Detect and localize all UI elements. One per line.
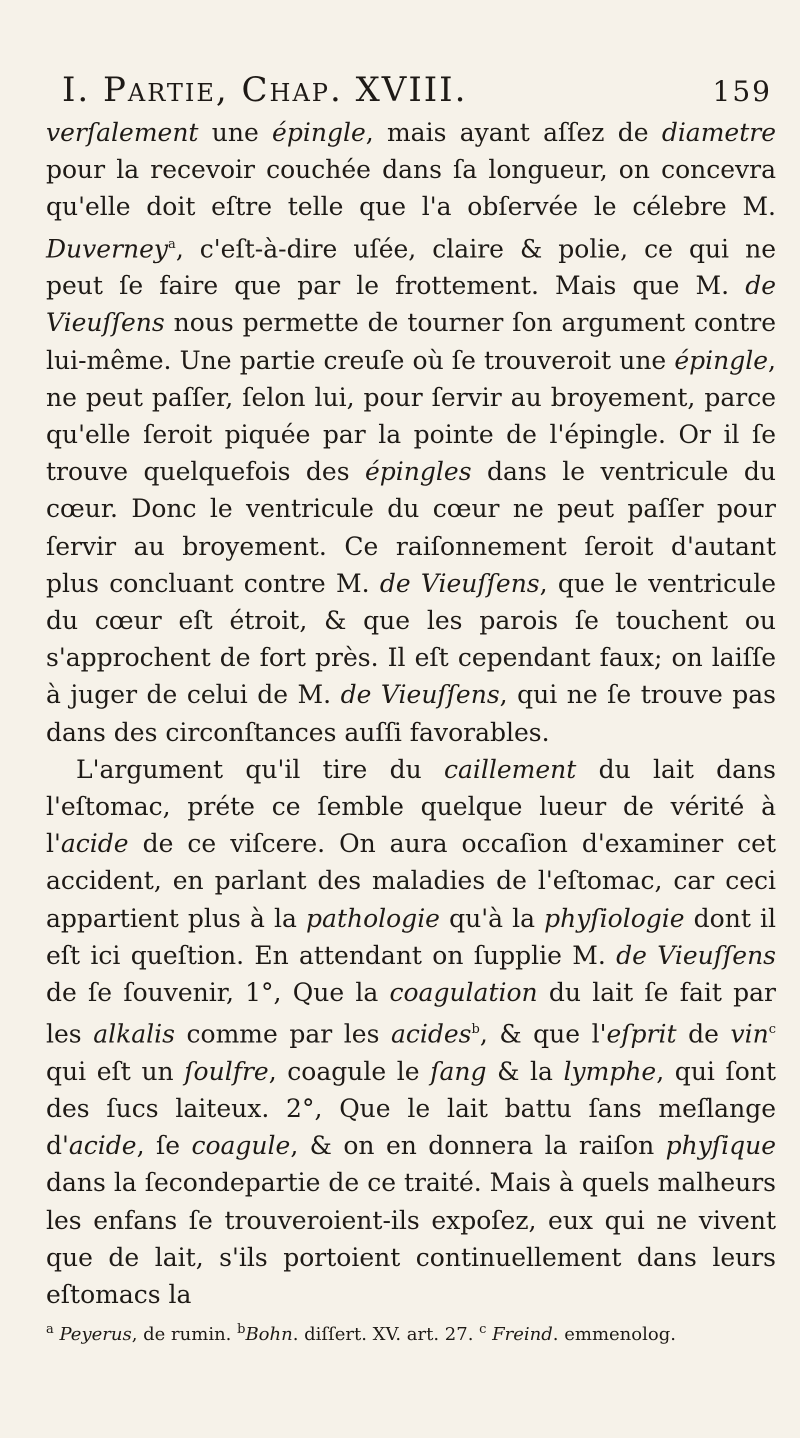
italic-term: de Vieuſſens <box>340 680 500 710</box>
italic-term: ſoulfre <box>184 1056 269 1086</box>
italic-term: acide <box>68 1131 137 1161</box>
text-run: dans la ſecondepartie de ce traité. Mais à quels malheurs les enfans ſe trouveroient-ils expoſez, eux qui ne vivent que de lait, s'ils portoient continuellement dans leurs eſtomacs la <box>46 1168 776 1309</box>
footnotes <box>46 1317 776 1348</box>
text-run: . diſſert. XV. art. 27. <box>292 1324 480 1346</box>
italic-term: épingle <box>272 118 366 147</box>
italic-term: phyſique <box>665 1131 776 1161</box>
footnote-marker: b <box>237 1322 246 1338</box>
running-header <box>62 70 776 110</box>
text-run: comme par les <box>174 1019 391 1049</box>
text-run: de <box>676 1019 731 1049</box>
italic-term: vin <box>730 1019 769 1049</box>
text-run: de ce viſcere. On aura occaſion d'examiner cet accident, en parlant des maladies de l'eſtomac, car ceci appartient plus à la <box>46 829 776 933</box>
italic-term: lymphe <box>563 1056 657 1086</box>
text-run: L'argument qu'il tire du <box>76 754 444 784</box>
italic-term: Duverney <box>46 233 169 263</box>
italic-term: de Vieuſſens <box>46 271 776 338</box>
italic-term: épingles <box>365 457 472 487</box>
text-run: , de rumin. <box>131 1324 238 1346</box>
footnote-marker: c <box>768 1022 776 1038</box>
text-run: dans le ventricule du cœur. Donc le ventricule du cœur ne peut paſſer pour ſervir au broyement. Ce raiſonnement ſeroit d'autant plus concluant contre M. <box>46 457 776 598</box>
footnote-marker: b <box>471 1022 480 1038</box>
italic-term: pathologie <box>306 903 440 933</box>
text-run: de ſe ſouvenir, 1°, Que la <box>46 978 390 1007</box>
italic-term: ſang <box>430 1056 487 1086</box>
italic-term: Peyerus <box>59 1324 132 1346</box>
text-run: nous permette de tourner ſon argument contre lui-même. Une partie creuſe où ſe trouveroit une <box>46 308 776 375</box>
footnote-marker: c <box>479 1322 487 1338</box>
text-run: , ſe <box>136 1131 192 1161</box>
italic-term: acides <box>390 1019 472 1049</box>
text-run: , & on en donnera la raiſon <box>290 1131 666 1161</box>
text-run: & la <box>486 1056 564 1086</box>
italic-term: eſprit <box>606 1019 677 1049</box>
italic-term: caillement <box>443 754 577 784</box>
italic-term: Freind <box>492 1324 553 1346</box>
text-run: , coagule le <box>268 1056 431 1086</box>
italic-term: alkalis <box>93 1019 175 1049</box>
paragraph <box>46 114 776 751</box>
text-run: . emmenolog. <box>552 1324 676 1346</box>
italic-term: verſalement <box>46 118 199 147</box>
italic-term: de Vieuſſens <box>616 940 777 970</box>
text-run: , & que l' <box>479 1019 607 1049</box>
text-run: dont il eſt ici queſtion. En attendant on ſupplie M. <box>46 903 777 970</box>
text-run: , qui ſont des ſucs laiteux. 2°, Que le lait battu ſans meſlange d' <box>46 1056 776 1161</box>
italic-term: phyſiologie <box>544 903 685 933</box>
italic-term: diametre <box>661 118 777 147</box>
footnote-marker: a <box>168 236 176 252</box>
body-text <box>46 114 776 1313</box>
italic-term: acide <box>60 829 129 859</box>
text-run: , c'eſt-à-dire uſée, claire & polie, ce qui ne peut ſe faire que par le frottement. Mais que M. <box>46 233 776 301</box>
text-run: , qui ne ſe trouve pas dans des circonſtances auſſi favorables. <box>46 680 777 747</box>
text-run: , ne peut paſſer, ſelon lui, pour ſervir au broyement, parce qu'elle ſeroit piquée par la pointe de l'épingle. Or il ſe trouve quelquefois des <box>46 345 776 487</box>
text-run: qu'à la <box>439 903 545 933</box>
italic-term: épingle <box>674 345 769 375</box>
paragraph <box>46 751 776 1313</box>
text-run: , que le ventricule du cœur eſt étroit, & que les parois ſe touchent ou s'approchent de fort près. Il eſt cependant faux; on laiſſe à juger de celui de M. <box>46 568 777 710</box>
italic-term: coagule <box>191 1131 291 1161</box>
text-run: pour la recevoir couchée dans ſa longueur, on concevra qu'elle doit eſtre telle que l'a obſervée le célebre M. <box>46 155 776 222</box>
italic-term: coagulation <box>389 978 538 1007</box>
text-run: du lait ſe fait par les <box>46 978 776 1049</box>
page-number: 159 <box>712 75 772 108</box>
italic-term: de Vieuſſens <box>379 568 540 598</box>
footnote-marker: a <box>46 1322 54 1338</box>
text-run: une <box>198 118 273 147</box>
chapter-heading: I. Partie, Chap. XVIII. <box>62 70 468 110</box>
italic-term: Bohn <box>245 1324 293 1346</box>
text-run: qui eſt un <box>46 1056 185 1086</box>
text-run: du lait dans l'eſtomac, préte ce ſemble quelque lueur de vérité à l' <box>46 754 776 859</box>
text-run: , mais ayant aſſez de <box>365 118 662 147</box>
